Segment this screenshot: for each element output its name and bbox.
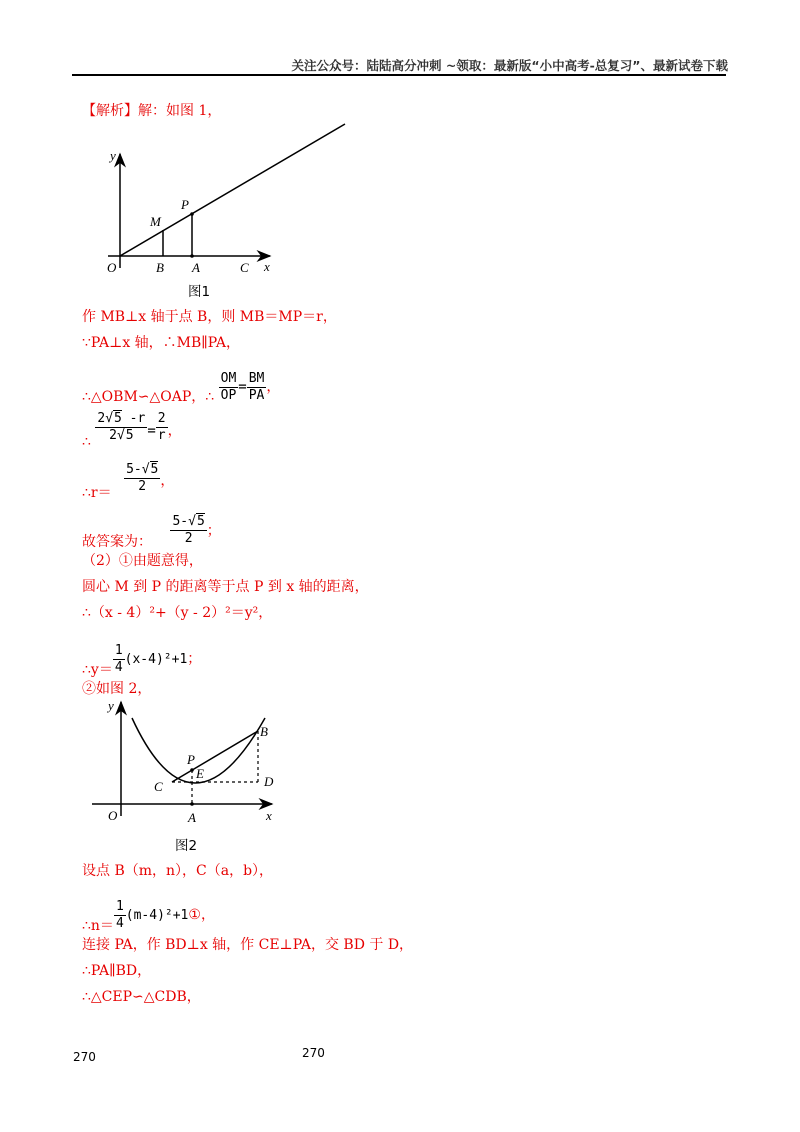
answer-prefix: 故答案为： <box>82 534 152 550</box>
line-mb-perp: 作 MB⊥x 轴于点 B，则 MB＝MP＝r， <box>82 309 337 325</box>
fig2-line-cb <box>172 731 258 782</box>
fig1-label-a: A <box>192 260 200 275</box>
num-minus-r: -r <box>121 410 146 426</box>
fig2-point-p <box>190 768 194 772</box>
line-ratio-equation: ∴ $\frac{2√5 -r}{2√5}$ = $\frac{2}{r}$ ， <box>82 410 182 450</box>
num-coef: 2 <box>97 410 106 426</box>
den-r: r <box>157 427 166 443</box>
fraction-om-op <box>219 371 239 404</box>
fig2-point-a <box>190 802 194 806</box>
fig2-label-y: y <box>108 698 114 713</box>
analysis-tag: 【解析】 <box>82 103 138 119</box>
similar-text: ∴△OBM∽△OAP，∴ <box>82 389 215 405</box>
quarter-num: 1 <box>114 642 123 658</box>
line-part2b: ②如图 2， <box>82 681 152 697</box>
fig1-label-x: x <box>264 259 270 274</box>
solution-intro <box>82 100 221 120</box>
figure-2 <box>88 698 288 828</box>
den-radicand: 5 <box>125 427 134 443</box>
equals-sign: = <box>238 379 247 395</box>
num-two: 2 <box>157 410 166 426</box>
line-similar <box>82 358 280 406</box>
fraction-om: OM <box>220 370 237 386</box>
fig2-label-b: B <box>260 724 268 739</box>
line-n-eq <box>82 886 215 935</box>
answer-num-a: 5- <box>172 513 189 529</box>
therefore-symbol: ∴ <box>82 434 91 450</box>
page-number-left: 270 <box>73 1050 96 1064</box>
n-expression: (m-4)²+1 <box>125 908 189 923</box>
line-pa-perp: ∵PA⊥x 轴，∴MB∥PA， <box>82 335 240 351</box>
comma: ， <box>266 379 281 395</box>
figure-2-caption: 图2 <box>175 838 198 854</box>
line-distance-eq: ∴（x - 4）²+（y - 2）²＝y²， <box>82 605 273 621</box>
fig2-label-e: E <box>196 766 204 781</box>
fig1-label-c: C <box>240 260 249 275</box>
comma: ， <box>167 423 182 439</box>
intro-text: 解：如图 1， <box>138 103 222 119</box>
fraction-quarter-n <box>114 899 126 932</box>
fig2-label-o: O <box>108 808 118 823</box>
line-r-value <box>82 452 174 502</box>
r-den: 2 <box>138 478 147 494</box>
fig1-label-o: O <box>107 260 117 275</box>
fig1-label-b: B <box>156 260 164 275</box>
fraction-r: $\frac{5-√5}{2}$ <box>126 461 159 494</box>
answer-num-radicand: 5 <box>196 513 205 529</box>
fig2-label-x: x <box>266 808 272 823</box>
den-coef: 2 <box>109 427 117 443</box>
fig1-label-m: M <box>150 214 161 229</box>
y-expression: (x-4)²+1 <box>124 652 188 667</box>
comma: ， <box>160 473 175 489</box>
quarter-num-n: 1 <box>115 898 124 914</box>
fraction-ratio-right <box>156 411 168 444</box>
figure-1 <box>90 118 360 293</box>
line-distance: 圆心 M 到 P 的距离等于点 P 到 x 轴的距离， <box>82 579 369 595</box>
fig2-label-d: D <box>264 774 274 789</box>
fig1-point-a <box>190 254 194 258</box>
fraction-bm: BM <box>248 370 265 386</box>
fig1-label-p: P <box>181 197 189 212</box>
semicolon: ； <box>206 523 221 539</box>
answer-den: 2 <box>184 530 193 546</box>
line-answer <box>82 502 221 551</box>
figure-1-caption: 图1 <box>188 284 211 300</box>
line-y-eq <box>82 630 201 679</box>
fig1-label-y: y <box>110 148 116 163</box>
line-part2: （2）①由题意得， <box>82 553 203 569</box>
fraction-pa: PA <box>248 387 265 403</box>
fraction-answer: $\frac{5-√5}{2}$ <box>172 513 205 546</box>
fraction-ratio-left: $\frac{2√5 -r}{2√5}$ <box>97 410 146 443</box>
line-similar-2: ∴△CEP∽△CDB， <box>82 989 201 1005</box>
fraction-quarter <box>113 643 125 676</box>
page-number-center: 270 <box>302 1046 325 1060</box>
fig2-label-c: C <box>154 779 163 794</box>
header-rule <box>72 74 726 76</box>
num-radicand: 5 <box>114 410 122 426</box>
fig1-point-p <box>190 212 194 216</box>
page-header: 关注公众号：陆陆高分冲刺 ~领取：最新版“小中高考-总复习”、最新试卷下载 <box>291 58 728 73</box>
line-set-points: 设点 B（m，n），C（a，b）， <box>82 863 274 879</box>
fraction-op: OP <box>220 387 237 403</box>
semicolon: ； <box>187 651 202 667</box>
equation-ref-one: ①， <box>188 907 215 923</box>
r-equals: ∴r＝ <box>82 485 112 501</box>
y-equals: ∴y＝ <box>82 662 113 678</box>
fig1-line-op <box>120 124 345 256</box>
r-num-radicand: 5 <box>150 461 159 477</box>
fig2-label-a: A <box>188 810 196 825</box>
line-connect: 连接 PA，作 BD⊥x 轴，作 CE⊥PA，交 BD 于 D， <box>82 937 414 953</box>
fig2-label-p: P <box>187 752 195 767</box>
quarter-den-n: 4 <box>115 915 124 931</box>
quarter-den: 4 <box>114 659 123 675</box>
r-num-a: 5- <box>126 461 142 477</box>
fraction-bm-pa <box>247 371 267 404</box>
line-parallel: ∴PA∥BD， <box>82 963 152 979</box>
n-equals: ∴n＝ <box>82 918 114 934</box>
